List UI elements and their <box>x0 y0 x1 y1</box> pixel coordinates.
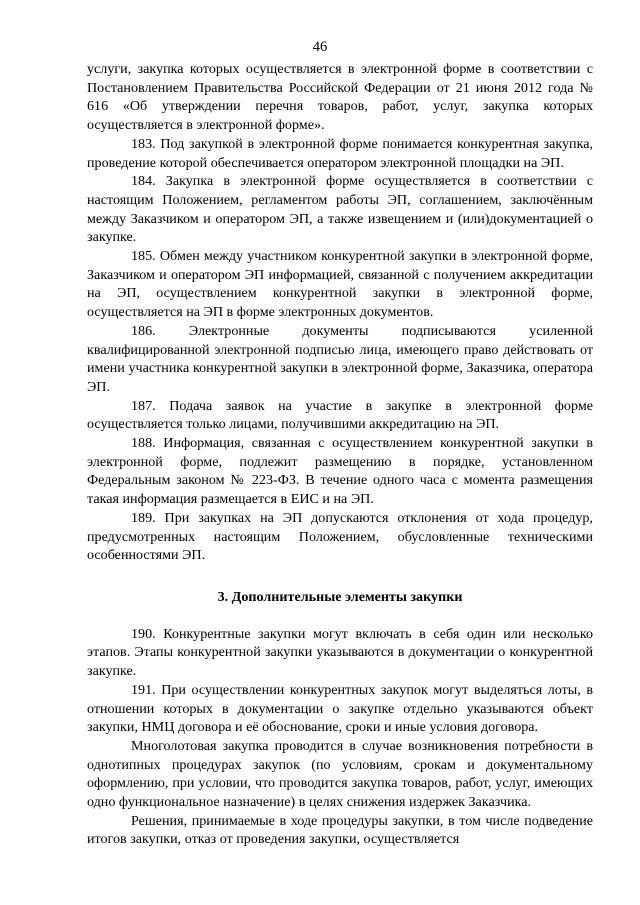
paragraph: 188. Информация, связанная с осуществлением конкурентной закупки в электронной форме, подлежит размещению в порядке, установленном Федеральным законом № 223-ФЗ. В течение одного часа с момента размещения такая информация размещается в ЕИС и на ЭП. <box>87 435 593 508</box>
paragraphs-after-heading <box>87 625 593 849</box>
paragraph: 183. Под закупкой в электронной форме понимается конкурентная закупка, проведение которой обеспечивается оператором электронной площадки на ЭП. <box>87 135 593 171</box>
paragraph: 191. При осуществлении конкурентных закупок могут выделяться лоты, в отношении которых в документации о закупке отдельно указываются объект закупки, НМЦ договора и её обоснование, сроки и иные условия договора. <box>87 681 593 736</box>
paragraph: Решения, принимаемые в ходе процедуры закупки, в том числе подведение итогов закупки, отказ от проведения закупки, осуществляется <box>87 812 593 848</box>
paragraph: 186. Электронные документы подписываются усиленной квалифицированной электронной подписью лица, имеющего право действовать от имени участника конкурентной закупки в электронной форме, Заказчика, оператора ЭП. <box>87 322 593 395</box>
paragraph: 184. Закупка в электронной форме осуществляется в соответствии с настоящим Положением, регламентом работы ЭП, соглашением, заключённым между Заказчиком и оператором ЭП, а также извещением и (или)документацией о закупке. <box>87 173 593 246</box>
paragraph: 189. При закупках на ЭП допускаются отклонения от хода процедур, предусмотренных настоящим Положением, обусловленные техническими особенностями ЭП. <box>87 509 593 564</box>
paragraph: услуги, закупка которых осуществляется в электронной форме в соответствии с Постановлением Правительства Российской Федерации от 21 июня 2012 года № 616 «Об утверждении перечня товаров, работ, услуг, закупка которых осуществляется в электронной форме». <box>87 61 593 134</box>
paragraph: 190. Конкурентные закупки могут включать в себя один или несколько этапов. Этапы конкурентной закупки указываются в документации о конкурентной закупке. <box>87 625 593 680</box>
document-body <box>87 60 593 849</box>
paragraph: Многолотовая закупка проводится в случае возникновения потребности в однотипных процедурах закупок (по условиям, срокам и документальному оформлению, при условии, что проводится закупка товаров, работ, услуг, имеющих одно функциональное назначение) в целях снижения издержек Заказчика. <box>87 737 593 811</box>
page-number: 46 <box>312 39 328 55</box>
paragraph: 187. Подача заявок на участие в закупке в электронной форме осуществляется только лицами, получившими аккредитацию на ЭП. <box>87 397 593 433</box>
section-heading: 3. Дополнительные элементы закупки <box>217 588 463 605</box>
paragraph: 185. Обмен между участником конкурентной закупки в электронной форме, Заказчиком и оператором ЭП информацией, связанной с получением аккредитации на ЭП, осуществлением конкурентной закупки в электронной форме, осуществляется на ЭП в форме электронных документов. <box>87 248 593 321</box>
paragraphs-before-heading <box>87 60 593 565</box>
